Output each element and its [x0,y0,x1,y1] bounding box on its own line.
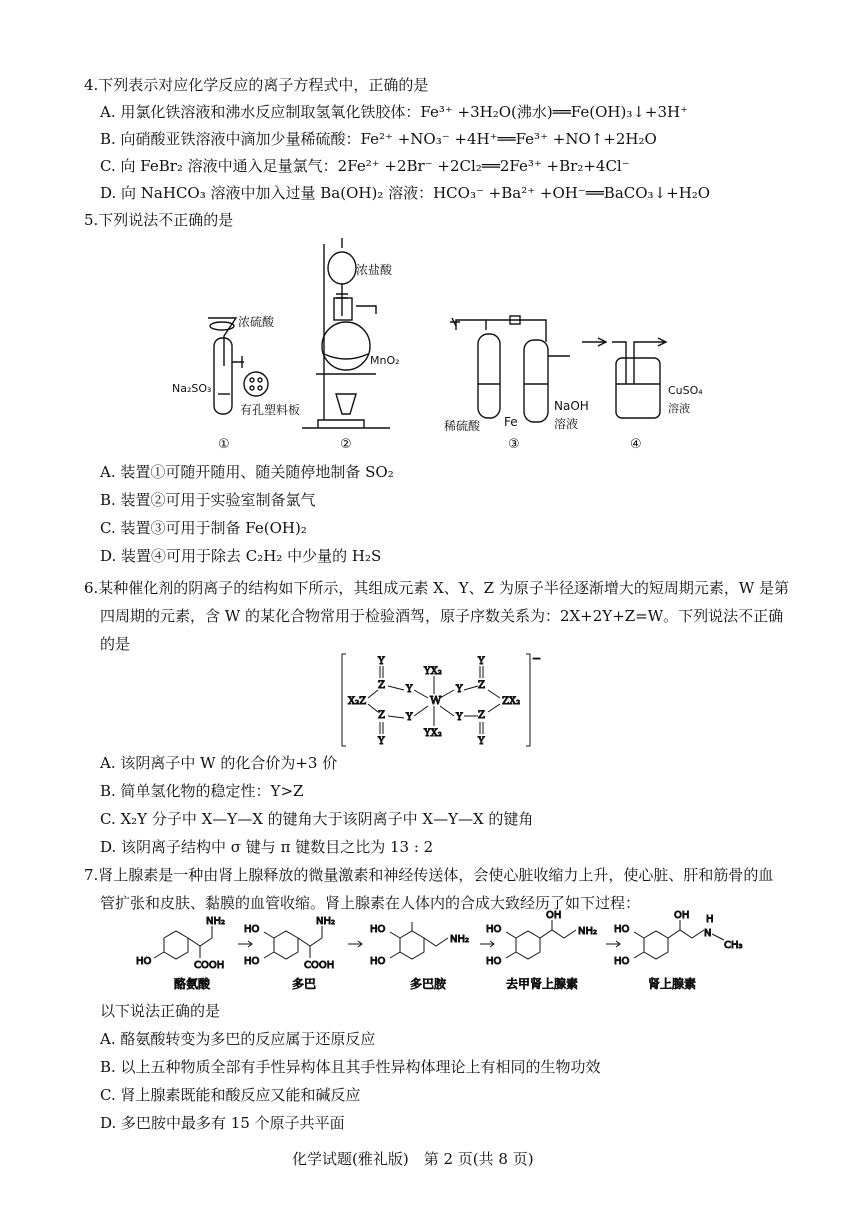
label-fe: Fe [504,415,518,429]
norepi-oh: OH [546,910,562,921]
q7-option-b: B. 以上五种物质全部有手性异构体且其手性异构体理论上有相同的生物功效 [100,1058,601,1076]
s-z-l1: Z [378,680,385,691]
dopa-ho2: HO [244,956,260,967]
s-y-l-top: Y [378,656,385,667]
q5-option-c: C. 装置③可用于制备 Fe(OH)₂ [100,519,307,537]
norepi-ho1: HO [486,924,502,935]
q4-option-d: D. 向 NaHCO₃ 溶液中加入过量 Ba(OH)₂ 溶液：HCO₃⁻ +Ba²⁺ +OH⁻══BaCO₃↓+H₂O [100,184,711,202]
page-footer: 化学试题(雅礼版) 第 2 页(共 8 页) [292,1150,534,1168]
s-y-l-bot: Y [378,736,385,747]
q6-anion-structure [338,652,548,748]
tyr-nh2: NH₂ [206,916,226,927]
label-na2so3: Na₂SO₃ [172,382,212,395]
name-norepinephrine: 去甲肾上腺素 [506,977,579,991]
s-x2z: X₂Z [348,696,367,707]
q6-stem-line3: 的是 [100,635,131,653]
q6-stem-line2: 四周期的元素，含 W 的某化合物常用于检验酒驾，原子序数关系为：2X+2Y+Z=W。下列说法不正确 [100,607,784,625]
q6-option-d: D. 该阴离子结构中 σ 键与 π 键数目之比为 13 : 2 [100,838,434,856]
q6-charge: − [532,652,542,665]
epi-ch3: CH₃ [724,940,743,951]
q6-option-b: B. 简单氢化物的稳定性：Y>Z [100,782,304,800]
dopamine-ho1: HO [370,924,386,935]
epi-n: N [704,928,712,939]
label-n1: ① [218,437,230,452]
apparatus-4 [582,338,666,418]
s-y-r3: Y [456,684,463,695]
q5-apparatus-figure [160,234,703,460]
label-plate: 有孔塑料板 [240,403,301,417]
q6-stem-line1: 6.某种催化剂的阴离子的结构如下所示，其组成元素 X、Y、Z 为原子半径逐渐增大的短周期元素，W 是第 [84,579,790,597]
name-dopamine: 多巴胺 [410,977,447,991]
q5-option-b: B. 装置②可用于实验室制备氯气 [100,491,316,509]
q5-option-d: D. 装置④可用于除去 C₂H₂ 中少量的 H₂S [100,547,382,565]
label-naoh: NaOH [554,399,589,413]
q7-option-a: A. 酪氨酸转变为多巴的反应属于还原反应 [100,1030,376,1048]
s-z-r2: Z [478,710,485,721]
s-w: W [430,694,442,707]
q5-stem: 5.下列说法不正确的是 [84,211,234,229]
dopamine-nh2: NH₂ [450,934,470,945]
label-naoh-soln: 溶液 [554,417,579,431]
label-n3: ③ [508,437,520,452]
q6-option-a: A. 该阴离子中 W 的化合价为+3 价 [100,754,338,772]
s-yx2-top: YX₂ [424,666,442,677]
q7-option-d: D. 多巴胺中最多有 15 个原子共平面 [100,1114,345,1132]
s-y-r-bot: Y [478,736,485,747]
dopamine-ho2: HO [370,956,386,967]
q4-option-c: C. 向 FeBr₂ 溶液中通入足量氯气：2Fe²⁺ +2Br⁻ +2Cl₂══2Fe³⁺ +Br₂+4Cl⁻ [100,157,630,175]
epi-h: H [706,914,714,925]
norepi-nh2: NH₂ [578,926,598,937]
s-zx2: ZX₂ [502,696,521,707]
apparatus-3 [450,316,570,422]
q7-synthesis-scheme [130,908,750,996]
q4-option-b: B. 向硝酸亚铁溶液中滴加少量稀硫酸：Fe²⁺ +NO₃⁻ +4H⁺══Fe³⁺ +NO↑+2H₂O [100,130,657,148]
q7-stem-line2: 管扩张和皮肤、黏膜的血管收缩。肾上腺素在人体内的合成大致经历了如下过程： [100,894,641,912]
q4-stem: 4.下列表示对应化学反应的离子方程式中，正确的是 [84,76,429,94]
s-yx2-bot: YX₂ [424,728,442,739]
s-y-l4: Y [406,712,413,723]
s-y-l3: Y [406,684,413,695]
q5-option-a: A. 装置①可随开随用、随关随停地制备 SO₂ [100,463,394,481]
s-z-l2: Z [378,710,385,721]
q7-option-c: C. 肾上腺素既能和酸反应又能和碱反应 [100,1086,361,1104]
q7-sub-stem: 以下说法正确的是 [100,1002,221,1020]
q7-stem-line1: 7.肾上腺素是一种由肾上腺释放的微量激素和神经传送体，会使心脏收缩力上升，使心脏、肝和筋骨的血 [84,866,774,884]
q4-option-a: A. 用氯化铁溶液和沸水反应制取氢氧化铁胶体：Fe³⁺ +3H₂O(沸水)══Fe(OH)₃↓+3H⁺ [100,103,689,121]
epi-oh: OH [674,910,690,921]
dopa-nh2: NH₂ [316,916,336,927]
s-z-r1: Z [478,680,485,691]
label-dil-h2so4: 稀硫酸 [444,419,481,433]
label-mno2: MnO₂ [370,354,400,367]
label-cuso4: CuSO₄ [668,384,703,397]
dopa-cooh: COOH [304,960,335,971]
dopa-ho1: HO [244,924,260,935]
name-tyrosine: 酪氨酸 [174,977,211,991]
epi-ho1: HO [614,924,630,935]
epi-ho2: HO [614,956,630,967]
name-epinephrine: 肾上腺素 [648,977,697,991]
apparatus-1 [208,318,268,414]
name-dopa: 多巴 [292,977,317,991]
label-conc-h2so4: 浓硫酸 [238,315,275,329]
s-y-r-top: Y [478,656,485,667]
label-n2: ② [340,437,352,452]
norepi-ho2: HO [486,956,502,967]
label-n4: ④ [630,437,642,452]
label-cuso4-soln: 溶液 [668,402,690,415]
tyr-ho: HO [136,956,152,967]
q6-option-c: C. X₂Y 分子中 X—Y—X 的键角大于该阴离子中 X—Y—X 的键角 [100,810,534,828]
tyr-cooh: COOH [194,960,225,971]
label-conc-hcl: 浓盐酸 [356,263,393,277]
s-y-r4: Y [456,712,463,723]
